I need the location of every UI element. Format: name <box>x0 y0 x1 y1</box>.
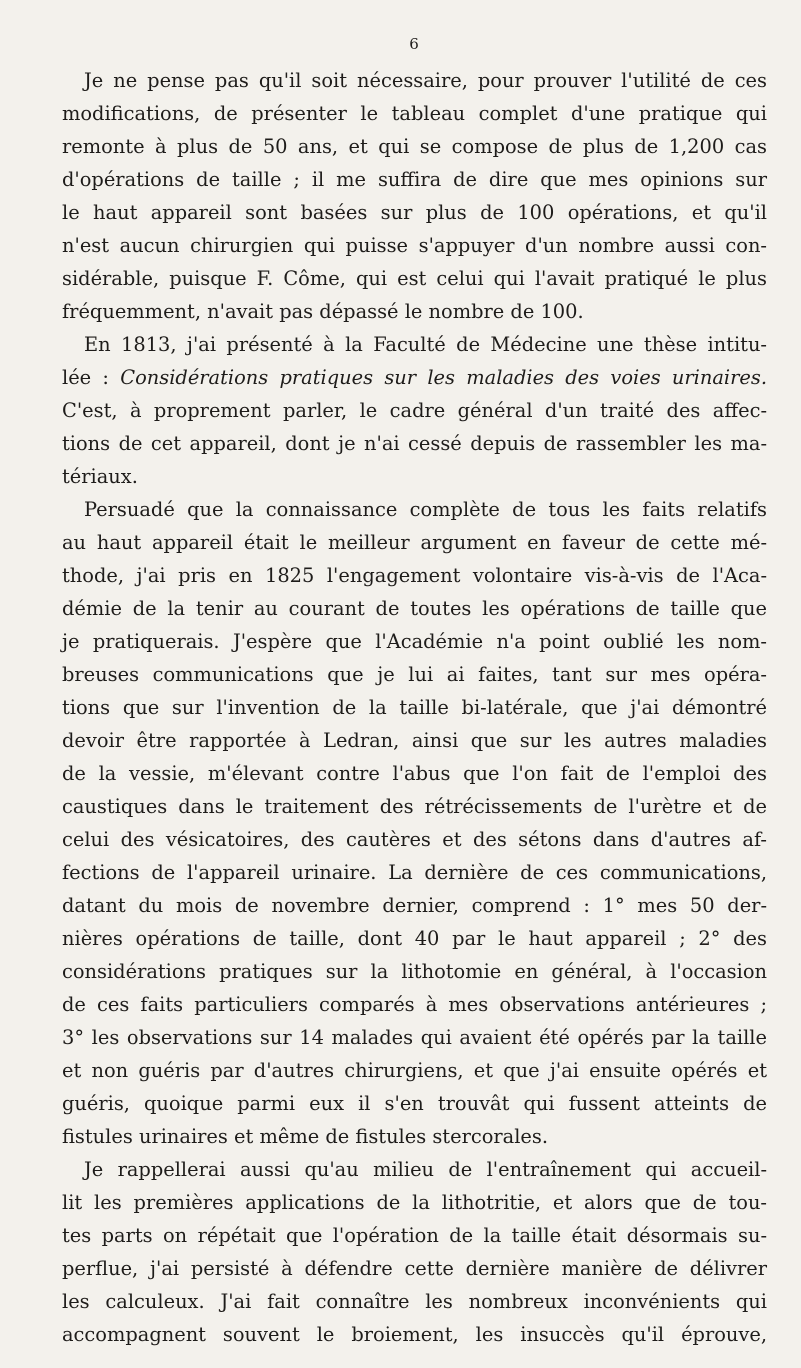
text-line: le haut appareil sont basées sur plus de 100 opérations, et qu'il <box>62 201 767 224</box>
text-line: de la vessie, m'élevant contre l'abus que l'on fait de l'emploi des <box>62 762 767 785</box>
text-line: remonte à plus de 50 ans, et qui se compose de plus de 1,200 cas <box>62 135 767 158</box>
text-line: n'est aucun chirurgien qui puisse s'appuyer d'un nombre aussi con- <box>62 234 767 257</box>
text-line: au haut appareil était le meilleur argument en faveur de cette mé- <box>62 531 767 554</box>
text-line: Persuadé que la connaissance complète de tous les faits relatifs <box>84 498 767 521</box>
text-line: 3° les observations sur 14 malades qui avaient été opérés par la taille <box>62 1026 767 1049</box>
text-line: nières opérations de taille, dont 40 par le haut appareil ; 2° des <box>62 927 767 950</box>
text-line: Je ne pense pas qu'il soit nécessaire, pour prouver l'utilité de ces <box>84 69 767 92</box>
text-line: tes parts on répétait que l'opération de la taille était désormais su- <box>62 1224 767 1247</box>
text-line: tériaux. <box>62 465 138 488</box>
text-line: modifications, de présenter le tableau complet d'une pratique qui <box>62 102 767 125</box>
text-line: devoir être rapportée à Ledran, ainsi que sur les autres maladies <box>62 729 767 752</box>
paragraph-4 <box>62 1153 767 1351</box>
text-line: sidérable, puisque F. Côme, qui est celui qui l'avait pratiqué le plus <box>62 267 767 290</box>
text-line: de ces faits particuliers comparés à mes observations antérieures ; <box>62 993 767 1016</box>
text-line: C'est, à proprement parler, le cadre général d'un traité des affec- <box>62 399 767 422</box>
text-line: et non guéris par d'autres chirurgiens, et que j'ai ensuite opérés et <box>62 1059 767 1082</box>
text-line: lit les premières applications de la lithotritie, et alors que de tou- <box>62 1191 767 1214</box>
paragraph-3 <box>62 493 767 1153</box>
text-line: tions de cet appareil, dont je n'ai cessé depuis de rassembler les ma- <box>62 432 767 455</box>
text-line: fréquemment, n'avait pas dépassé le nombre de 100. <box>62 300 584 323</box>
text-line: je pratiquerais. J'espère que l'Académie n'a point oublié les nom- <box>62 630 767 653</box>
text-line: les calculeux. J'ai fait connaître les nombreux inconvénients qui <box>62 1290 767 1313</box>
text-line: celui des vésicatoires, des cautères et des sétons dans d'autres af- <box>62 828 767 851</box>
text-line-with-title <box>62 361 767 394</box>
text-line: En 1813, j'ai présenté à la Faculté de Médecine une thèse intitu- <box>84 333 767 356</box>
paragraph-2 <box>62 328 767 493</box>
text-line: guéris, quoique parmi eux il s'en trouvât qui fussent atteints de <box>62 1092 767 1115</box>
text-line: démie de la tenir au courant de toutes les opérations de taille que <box>62 597 767 620</box>
page-number: 6 <box>409 35 420 53</box>
text-fragment: lée : <box>62 366 121 389</box>
text-line: tions que sur l'invention de la taille bi-latérale, que j'ai démontré <box>62 696 767 719</box>
text-line: Je rappellerai aussi qu'au milieu de l'entraînement qui accueil- <box>84 1158 767 1181</box>
text-line: fections de l'appareil urinaire. La dernière de ces communications, <box>62 861 767 884</box>
text-line: datant du mois de novembre dernier, comprend : 1° mes 50 der- <box>62 894 767 917</box>
text-line: thode, j'ai pris en 1825 l'engagement volontaire vis-à-vis de l'Aca- <box>62 564 767 587</box>
text-line: breuses communications que je lui ai faites, tant sur mes opéra- <box>62 663 767 686</box>
text-line: considérations pratiques sur la lithotomie en général, à l'occasion <box>62 960 767 983</box>
thesis-title: Considérations pratiques sur les maladies des voies urinaires. <box>120 366 767 389</box>
text-line: perflue, j'ai persisté à défendre cette dernière manière de délivrer <box>62 1257 767 1280</box>
text-line: accompagnent souvent le broiement, les insuccès qu'il éprouve, <box>62 1323 767 1346</box>
text-line: fistules urinaires et même de fistules stercorales. <box>62 1125 548 1148</box>
paragraph-1 <box>62 64 767 328</box>
text-line: caustiques dans le traitement des rétrécissements de l'urètre et de <box>62 795 767 818</box>
text-line: d'opérations de taille ; il me suffira de dire que mes opinions sur <box>62 168 767 191</box>
